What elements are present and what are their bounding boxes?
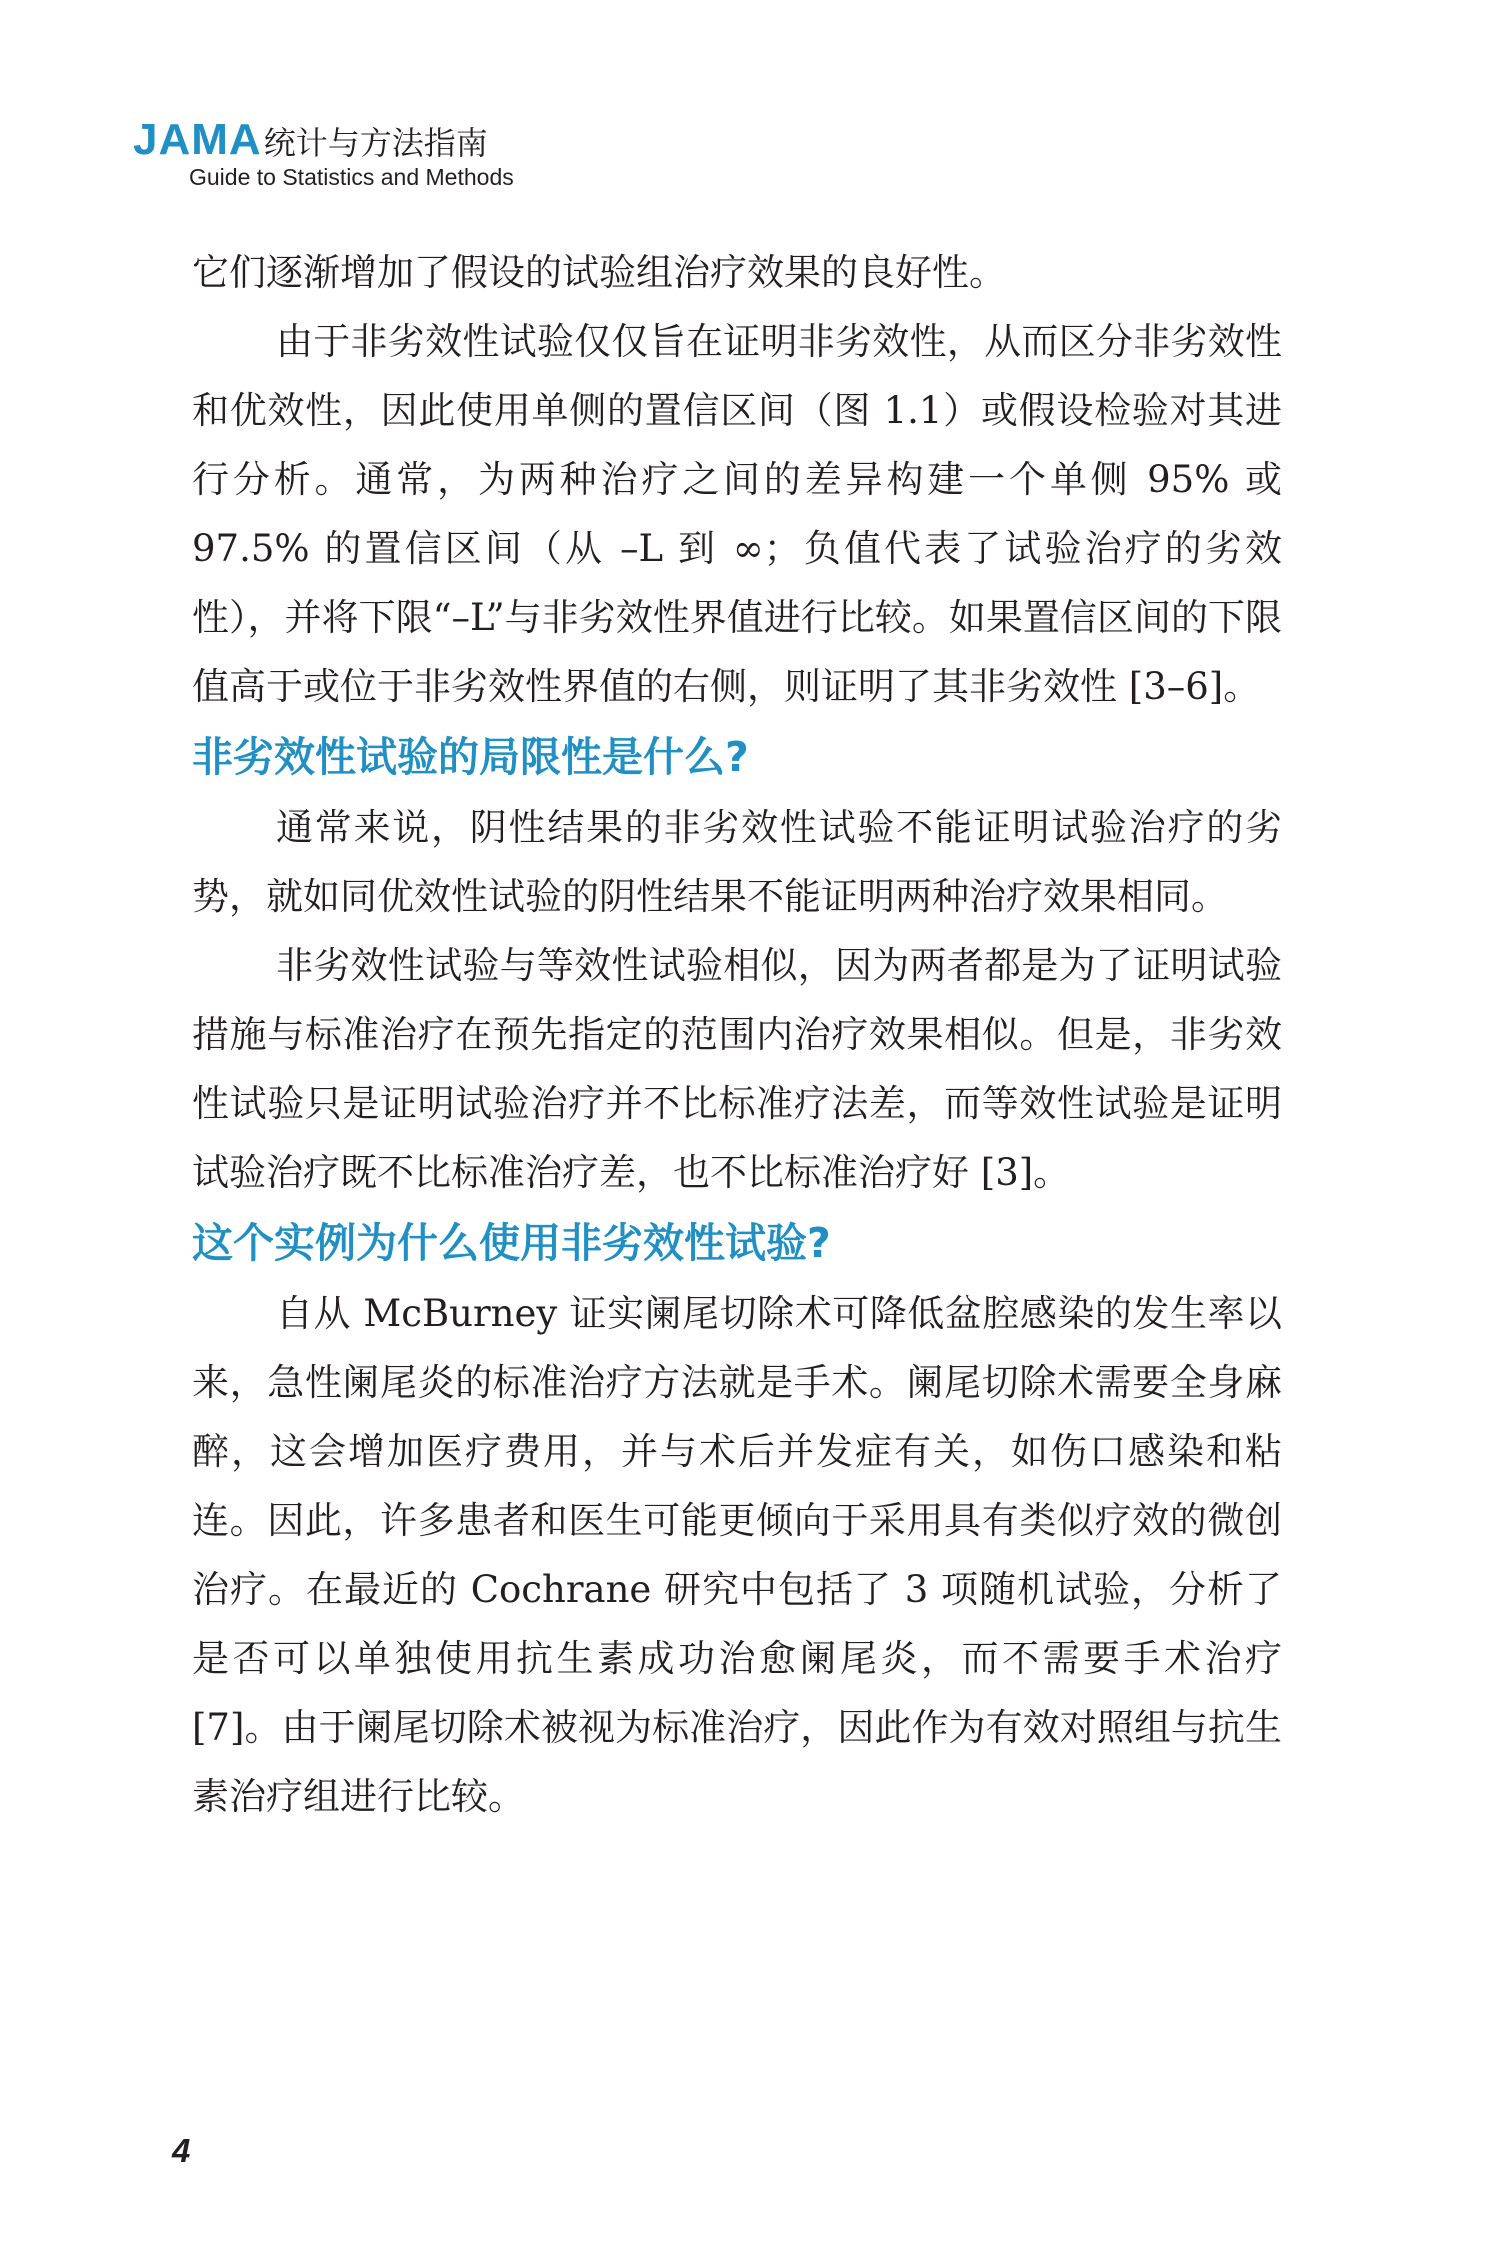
header-title-row <box>133 115 514 164</box>
paragraph-1: 它们逐渐增加了假设的试验组治疗效果的良好性。 <box>192 251 1006 294</box>
page-header <box>133 115 514 190</box>
header-title-cn: 统计与方法指南 <box>263 124 488 162</box>
paragraph-2: 由于非劣效性试验仅仅旨在证明非劣效性，从而区分非劣效性和优效性，因此使用单侧的置信区间（图 1.1）或假设检验对其进行分析。通常，为两种治疗之间的差异构建一个单侧 95% 或 97.5% 的置信区间（从 –L 到 ∞；负值代表了试验治疗的劣效性），并将下限“–L”与非劣效性界值进行比较。如果置信区间的下限值高于或位于非劣效性界值的右侧，则证明了其非劣效性 [3–6]。 <box>192 320 1282 708</box>
paragraph-3: 通常来说，阴性结果的非劣效性试验不能证明试验治疗的劣势，就如同优效性试验的阴性结果不能证明两种治疗效果相同。 <box>192 806 1282 918</box>
jama-logo: JAMA <box>133 115 262 164</box>
section-heading-why-noninferiority: 这个实例为什么使用非劣效性试验? <box>192 1219 831 1267</box>
page-content <box>192 238 1282 1831</box>
page-number: 4 <box>172 2132 191 2169</box>
header-title-en: Guide to Statistics and Methods <box>189 164 514 190</box>
paragraph-5: 自从 McBurney 证实阑尾切除术可降低盆腔感染的发生率以来，急性阑尾炎的标准治疗方法就是手术。阑尾切除术需要全身麻醉，这会增加医疗费用，并与术后并发症有关，如伤口感染和粘连。因此，许多患者和医生可能更倾向于采用具有类似疗效的微创治疗。在最近的 Cochrane 研究中包括了 3 项随机试验，分析了是否可以单独使用抗生素成功治愈阑尾炎，而不需要手术治疗 [7]。由于阑尾切除术被视为标准治疗，因此作为有效对照组与抗生素治疗组进行比较。 <box>192 1292 1282 1818</box>
paragraph-4: 非劣效性试验与等效性试验相似，因为两者都是为了证明试验措施与标准治疗在预先指定的范围内治疗效果相似。但是，非劣效性试验只是证明试验治疗并不比标准疗法差，而等效性试验是证明试验治疗既不比标准治疗差，也不比标准治疗好 [3]。 <box>192 944 1282 1194</box>
section-heading-limitations: 非劣效性试验的局限性是什么? <box>192 733 749 781</box>
